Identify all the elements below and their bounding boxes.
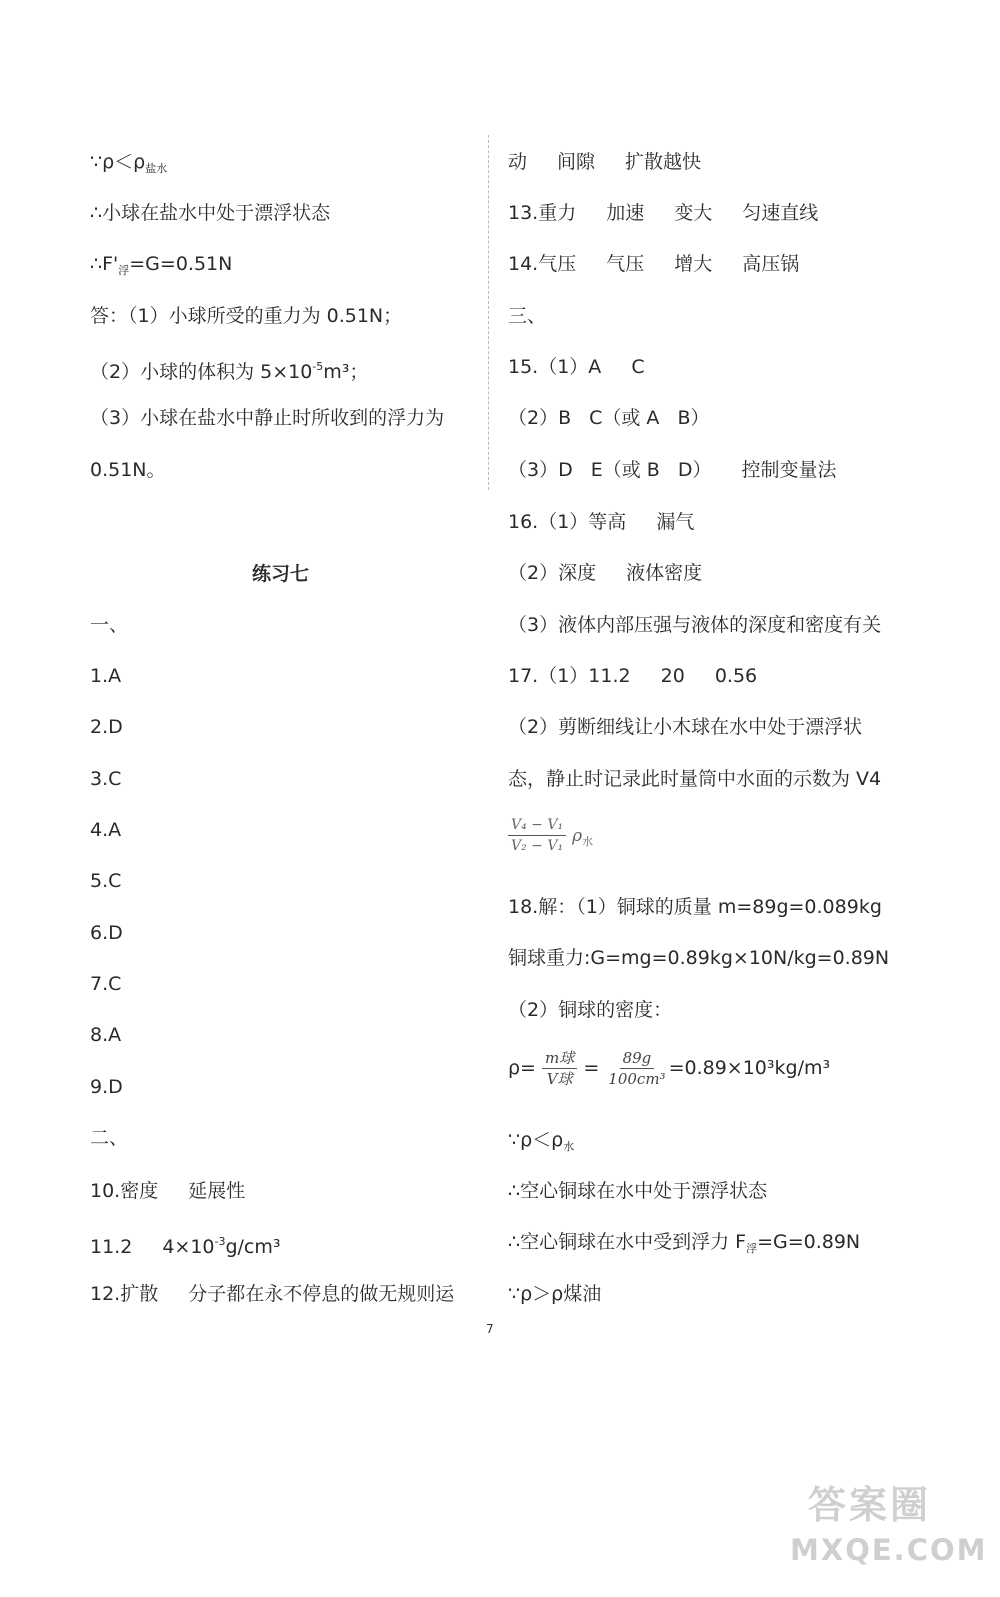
section-heading-2: 二、 xyxy=(90,1127,129,1149)
answer-15-3: （3）D E（或 B D） 控制变量法 xyxy=(508,459,837,481)
answer-18-6: ∴空心铜球在水中处于漂浮状态 xyxy=(508,1180,768,1202)
column-divider xyxy=(488,135,489,490)
value-fraction: $\frac{89g}{\text{100cm³}}$ xyxy=(608,1049,666,1088)
answer-17-2-cont: 态，静止时记录此时量筒中水面的示数为 V4 xyxy=(508,768,882,790)
left-line-1: $\because\rho<\rho_{盐水}$ xyxy=(90,151,168,175)
answer-5: 5.C xyxy=(90,870,122,892)
answer-12: 12.扩散 分子都在永不停息的做无规则运 xyxy=(90,1283,455,1305)
answer-16-3: （3）液体内部压强与液体的深度和密度有关 xyxy=(508,614,882,636)
answer-12-cont: 动 间隙 扩散越快 xyxy=(508,151,702,173)
left-answer-3-cont: 0.51N。 xyxy=(90,459,166,481)
watermark xyxy=(790,1480,990,1590)
answer-8: 8.A xyxy=(90,1024,122,1046)
answer-2: 2.D xyxy=(90,716,123,738)
answer-15-1: 15.（1）A C xyxy=(508,356,645,378)
answer-17-1: 17.（1）11.2 20 0.56 xyxy=(508,665,758,687)
density-formula: $\frac{\text{V₄ − V₁}}{\text{V₂ − V₁}}$ $\rho_水$ xyxy=(508,815,593,856)
section-heading-1: 一、 xyxy=(90,614,129,636)
answer-16-1: 16.（1）等高 漏气 xyxy=(508,511,695,533)
answer-18-8: ∵ρ＞ρ煤油 xyxy=(508,1283,602,1305)
left-answer-3: （3）小球在盐水中静止时所收到的浮力为 xyxy=(90,407,445,429)
formula-fraction: $\frac{\text{V₄ − V₁}}{\text{V₂ − V₁}}$ xyxy=(508,815,566,856)
left-answer-2: （2）小球的体积为 $5\times 10^{-5}m^3$； xyxy=(90,360,369,383)
watermark-url: MXQE.COM xyxy=(790,1533,988,1567)
left-line-3: $\therefore F'_浮=G=0.51N$ xyxy=(90,253,233,277)
answer-9: 9.D xyxy=(90,1076,123,1098)
answer-18-7: ∴空心铜球在水中受到浮力 $F_浮=G=0.89N$ xyxy=(508,1231,861,1255)
section-heading-3: 三、 xyxy=(508,305,547,327)
answer-18-3: （2）铜球的密度： xyxy=(508,999,673,1021)
answer-17-2: （2）剪断细线让小木球在水中处于漂浮状 xyxy=(508,716,863,738)
answer-10: 10.密度 延展性 xyxy=(90,1180,246,1202)
answer-18-5: $\because\rho<\rho_水$ xyxy=(508,1129,575,1153)
answer-18-4: ρ= $\frac{\text{m球}}{\text{V球}}$ = $\frac{89g}{\text{100cm³}}$ =0.89×10³kg/m³ xyxy=(508,1049,831,1088)
mass-volume-fraction: $\frac{\text{m球}}{\text{V球}}$ xyxy=(542,1048,577,1089)
answer-18-2: 铜球重力:G=mg=0.89kg×10N/kg=0.89N xyxy=(508,947,890,969)
answer-11: 11.2 $4\times 10^{-3}g$/cm³ xyxy=(90,1235,281,1258)
answer-15-2: （2）B C（或 A B） xyxy=(508,407,710,429)
left-answer-1: 答：（1）小球所受的重力为 0.51N； xyxy=(90,305,403,327)
answer-4: 4.A xyxy=(90,819,122,841)
page-number: 7 xyxy=(486,1322,494,1336)
left-line-2: ∴小球在盐水中处于漂浮状态 xyxy=(90,202,331,224)
answer-18-1: 18.解：（1）铜球的质量 m=89g=0.089kg xyxy=(508,896,882,918)
answer-16-2: （2）深度 液体密度 xyxy=(508,562,703,584)
answer-13: 13.重力 加速 变大 匀速直线 xyxy=(508,202,819,224)
watermark-logo-text: 答案圈 xyxy=(808,1483,932,1527)
answer-1: 1.A xyxy=(90,665,122,687)
answer-14: 14.气压 气压 增大 高压锅 xyxy=(508,253,800,275)
answer-7: 7.C xyxy=(90,973,122,995)
answer-6: 6.D xyxy=(90,922,123,944)
section-title: 练习七 xyxy=(252,563,310,585)
answer-3: 3.C xyxy=(90,768,122,790)
